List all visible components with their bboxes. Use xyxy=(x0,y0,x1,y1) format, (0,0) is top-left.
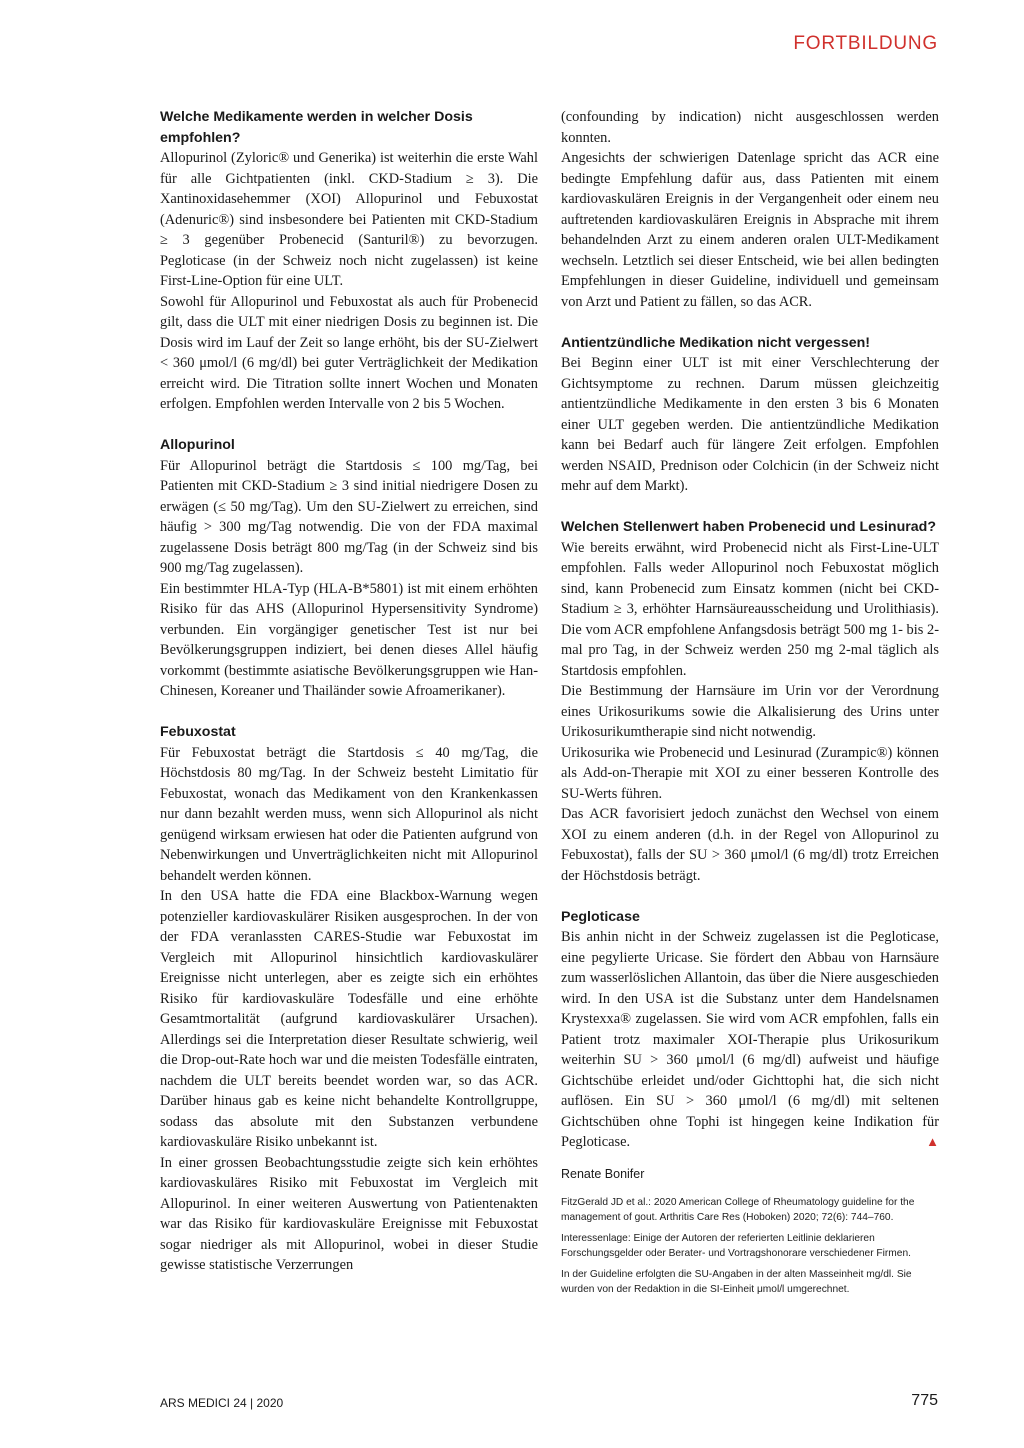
paragraph: Angesichts der schwierigen Datenlage spricht das ACR eine bedingte Empfehlung dafür aus, dass Patienten mit einem kardiovaskulären Ereignis in der Vergangenheit oder einem neu auftretenden kardiovaskulären Ereignis in Absprache mit ihrem behandelnden Arzt zu einem anderen oralen ULT-Medikament wechseln. Letztlich sei dieser Entscheid, wie bei allen bedingten Empfehlungen in dieser Guideline, individuell und gemeinsam von Arzt und Patient zu fällen, so das ACR. xyxy=(561,150,939,310)
paragraph: (confounding by indication) nicht ausgeschlossen werden konnten. xyxy=(561,109,939,146)
paragraph: Für Febuxostat beträgt die Startdosis ≤ 40 mg/Tag, die Höchstdosis 80 mg/Tag. In der Schweiz besteht Limitatio für Febuxostat, wonach das Medikament von den Krankenkassen nur dann bezahlt werden muss, wenn sich Allopurinol als nicht genügend wirksam erwiesen hat oder die Patienten aufgrund von Nebenwirkungen und Unverträglichkeiten nicht mit Allopurinol behandelt werden können. xyxy=(160,744,538,884)
page-number: 775 xyxy=(911,1392,938,1409)
paragraph-text: Bis anhin nicht in der Schweiz zugelassen ist die Pegloticase, eine pegylierte Uricase. Sie fördert den Abbau von Harnsäure zum wasserlöslichen Allantoin, das über die Niere ausgeschieden wird. In den USA ist die Substanz unter dem Handelsnamen Krystexxa® zugelassen. Sie wird vom ACR empfohlen, falls ein Patient trotz maximaler XOI-Therapie plus Urikosurikum weiterhin SU > 360 μmol/l (6 mg/dl) aufweist und häufige Gichtschübe erleidet und/oder Gichttophi hat, die sich nicht auflösen. Ein SU > 360 μmol/l (6 mg/dl) mit seltenen Gichtschüben ohne Tophi ist hingegen keine Indikation für Pegloticase. xyxy=(561,929,939,1150)
heading-allopurinol: Allopurinol xyxy=(160,437,235,453)
heading-probenecid-lesinurad: Welchen Stellenwert haben Probenecid und Lesinurad? xyxy=(561,519,936,535)
paragraph: Die Bestimmung der Harnsäure im Urin vor der Verordnung eines Urikosurikums sowie die Alkalisierung des Urins unter Urikosurikumtherapie sind nicht notwendig. xyxy=(561,683,939,740)
paragraph: In einer grossen Beobachtungsstudie zeigte sich kein erhöhtes kardiovaskuläres Risiko mit Febuxostat im Vergleich mit Allopurinol. In einer weiteren Auswertung von Patientenakten war das Risiko für kardiovaskuläre Ereignisse mit Febuxostat sogar niedriger als mit Allopurinol, wobei in dieser Studie gewisse statistische Verzerrungen xyxy=(160,1154,538,1273)
paragraph: Allopurinol (Zyloric® und Generika) ist weiterhin die erste Wahl für alle Gichtpatienten (inkl. CKD-Stadium ≥ 3). Die Xantinoxidasehemmer (XOI) Allopurinol und Febuxostat (Adenuric®) sind insbesondere bei Patienten mit CKD-Stadium ≥ 3 gegenüber Probenecid (Santuril®) zu bevorzugen. Pegloticase (in der Schweiz noch nicht zugelassen) ist keine First-Line-Option für eine ULT. xyxy=(160,150,538,289)
paragraph xyxy=(561,927,939,1153)
paragraph: Urikosurika wie Probenecid und Lesinurad (Zurampic®) können als Add-on-Therapie mit XOI zu einer besseren Kontrolle des SU-Werts führen. xyxy=(561,744,939,802)
right-column xyxy=(561,107,939,1303)
paragraph: Ein bestimmter HLA-Typ (HLA-B*5801) ist mit einem erhöhten Risiko für das AHS (Allopurinol Hypersensitivity Syndrome) verbunden. Ein vorgängiger genetischer Test ist nur bei Bevölkerungsgruppen indiziert, bei denen dieses Allel häufig vorkommt (bestimmte asiatische Bevölkerungsgruppen wie Han-Chinesen, Koreaner und Thailänder sowie Afroamerikaner). xyxy=(160,580,538,699)
conflict-of-interest-note: Interessenlage: Einige der Autoren der referierten Leitlinie deklarieren Forschungsgelder oder Berater- und Vortragshonorare verschiedener Firmen. xyxy=(561,1232,911,1259)
paragraph: Wie bereits erwähnt, wird Probenecid nicht als First-Line-ULT empfohlen. Falls weder Allopurinol noch Febuxostat möglich sind, kann Probenecid zum Einsatz kommen (nicht bei CKD-Stadium ≥ 3, erhöhter Harnsäureausscheidung und Urolithiasis). Die vom ACR empfohlene Anfangsdosis beträgt 500 mg 1- bis 2-mal pro Tag, in der Schweiz werden 250 mg 2-mal täglich als Startdosis empfohlen. xyxy=(561,539,939,679)
paragraph: Sowohl für Allopurinol und Febuxostat als auch für Probenecid gilt, dass die ULT mit einer niedrigen Dosis zu beginnen ist. Die Dosis wird im Lauf der Zeit so lange erhöht, bis der SU-Zielwert < 360 μmol/l (6 mg/dl) bei guter Verträglichkeit der Medikation erreicht wird. Die Titration sollte innert Wochen und Monaten erfolgen. Empfohlen werden Intervalle von 2 bis 5 Wochen. xyxy=(160,293,538,412)
author-name: Renate Bonifer xyxy=(561,1166,645,1181)
heading-febuxostat: Febuxostat xyxy=(160,724,236,740)
paragraph: Für Allopurinol beträgt die Startdosis ≤ 100 mg/Tag, bei Patienten mit CKD-Stadium ≥ 3 sind initial niedrigere Dosen zu erwägen (≤ 50 mg/Tag). Um den SU-Zielwert zu erreichen, sind häufig > 300 mg/Tag notwendig. Die von der FDA maximal zugelassene Dosis beträgt 800 mg/Tag (in der Schweiz sind bis 900 mg/Tag zugelassen). xyxy=(160,457,538,576)
paragraph: Bei Beginn einer ULT ist mit einer Verschlechterung der Gichtsymptome zu rechnen. Darum müssen gleichzeitig antientzündliche Medikamente in den ersten 3 bis 6 Monaten einer ULT gegeben werden. Die antientzündliche Medikation kann bei Bedarf auch für längere Zeit erfolgen. Empfohlen werden NSAID, Prednison oder Colchicin (in der Schweiz nicht mehr auf dem Markt). xyxy=(561,355,939,494)
journal-issue: ARS MEDICI 24 | 2020 xyxy=(160,1396,284,1410)
paragraph: Das ACR favorisiert jedoch zunächst den Wechsel von einem XOI zu einem anderen (d.h. in der Regel von Allopurinol zu Febuxostat), falls der SU > 360 μmol/l (6 mg/dl) trotz Erreichen der Höchstdosis beträgt. xyxy=(561,806,939,884)
paragraph: In den USA hatte die FDA eine Blackbox-Warnung wegen potenzieller kardiovaskulärer Risiken ausgesprochen. In der von der FDA veranlassten CARES-Studie war Febuxostat im Vergleich mit Allopurinol hinsichtlich kardiovaskulärer Ereignisse nicht unterlegen, aber es zeigte sich ein erhöhtes Risiko für kardiovaskuläre Todesfälle und eine erhöhte Gesamtmortalität (aufgrund kardiovaskulärer Ursachen). Allerdings sei die Interpretation dieser Resultate schwierig, weil die Drop-out-Rate hoch war und die meisten Todesfälle eintraten, nachdem die ULT bereits beendet worden war, so das ACR. Darüber hinaus gab es keine nicht behandelte Kontrollgruppe, sodass das absolute mit den Substanzen verbundene kardiovaskuläre Risiko unbekannt ist. xyxy=(160,888,538,1150)
heading-antientzuendliche-medikation: Antientzündliche Medikation nicht vergessen! xyxy=(561,334,871,351)
unit-conversion-note: In der Guideline erfolgten die SU-Angaben in der alten Masseinheit mg/dl. Sie wurden von der Redaktion in die SI-Einheit μmol/l umgerechnet. xyxy=(561,1268,912,1295)
section-label: FORTBILDUNG xyxy=(793,33,938,54)
heading-medikamente-dosis: Welche Medikamente werden in welcher Dosis empfohlen? xyxy=(160,109,473,146)
heading-pegloticase: Pegloticase xyxy=(561,908,640,925)
end-of-article-triangle-icon: ▲ xyxy=(926,1134,939,1149)
reference-citation: FitzGerald JD et al.: 2020 American College of Rheumatology guideline for the management of gout. Arthritis Care Res (Hoboken) 2020; 72(6): 744–760. xyxy=(561,1196,915,1223)
left-column xyxy=(160,107,538,1276)
